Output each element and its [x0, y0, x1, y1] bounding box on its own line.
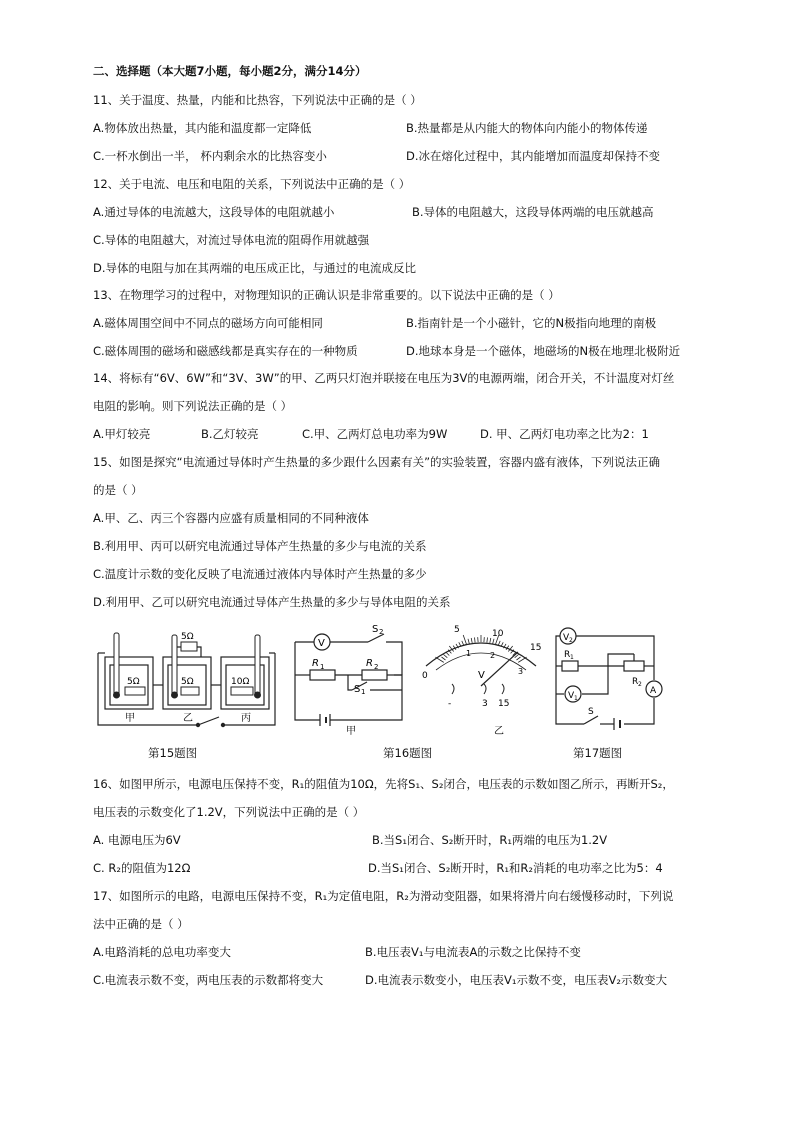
fig17-v1-label: V [568, 691, 575, 701]
q17-option-a: A.电路消耗的总电功率变大 [93, 945, 231, 959]
fig15-label-yi: 乙 [183, 713, 193, 724]
fig17-ammeter-label: A [650, 686, 657, 696]
fig16-terminal-minus: - [448, 699, 452, 709]
fig17-v1-sub: 1 [574, 695, 578, 702]
fig16-label-yi: 乙 [494, 726, 504, 737]
q13-option-c: C.磁体周围的磁场和磁感线都是真实存在的一种物质 [93, 344, 358, 358]
q11-stem: 11、关于温度、热量，内能和比热容，下列说法中正确的是（ ） [93, 93, 422, 107]
q14-stem-line1: 14、将标有“6V、6W”和“3V、3W”的甲、乙两只灯泡并联接在电压为3V的电源两端，闭合开关，不计温度对灯丝 [93, 371, 675, 385]
q11-option-b: B.热量都是从内能大的物体向内能小的物体传递 [406, 121, 648, 135]
dial-tick [444, 655, 448, 658]
figure-16-caption: 第16题图 [383, 746, 433, 760]
q15-option-d: D.利用甲、乙可以研究电流通过导体产生热量的多少与导体电阻的关系 [93, 595, 451, 609]
fig15-resistor-4-label: 10Ω [231, 677, 250, 687]
q11-option-c: C.一杯水倒出一半， 杯内剩余水的比热容变小 [93, 149, 327, 163]
dial-tick [468, 639, 469, 644]
fig16-s2-sub: 2 [379, 628, 384, 636]
q15-option-b: B.利用甲、丙可以研究电流通过导体产生热量的多少与电流的关系 [93, 539, 427, 553]
fig16-needle [481, 652, 518, 686]
fig16-s1-label: S [354, 684, 361, 695]
dial-tick [493, 639, 494, 644]
q12-option-b: B.导体的电阻越大，这段导体两端的电压就越高 [412, 205, 654, 219]
fig16-tick-inner-1: 1 [466, 649, 472, 658]
dial-tick [517, 657, 521, 660]
figure-17-circuit [548, 622, 672, 737]
q17-stem-line1: 17、如图所示的电路，电源电压保持不变，R₁为定值电阻，R₂为滑动变阻器，如果将滑片向右缓慢移动时，下列说 [93, 889, 674, 903]
fig15-resistor-2-label: 5Ω [181, 632, 194, 642]
fig17-v2-sub: 2 [569, 637, 573, 644]
fig16-label-jia: 甲 [346, 726, 356, 735]
q13-option-b: B.指南针是一个小磁针，它的N极指向地理的南极 [406, 316, 657, 330]
q13-option-a: A.磁体周围空间中不同点的磁场方向可能相同 [93, 316, 323, 330]
q14-stem-line2: 电阻的影响。则下列说法正确的是（ ） [93, 399, 293, 413]
q16-option-b: B.当S₁闭合、S₂断开时，R₁两端的电压为1.2V [372, 833, 608, 847]
fig15-resistor-3-label: 5Ω [181, 677, 194, 687]
fig16-tick-0: 0 [422, 671, 428, 681]
q14-option-d: D. 甲、乙两灯电功率之比为2：1 [480, 427, 649, 441]
fig16-r1-sub: 1 [320, 663, 325, 671]
figure-15-heating-apparatus [93, 625, 283, 735]
fig16-voltmeter-label: V [318, 638, 325, 649]
q17-option-b: B.电压表V₁与电流表A的示数之比保持不变 [365, 945, 581, 959]
q17-stem-line2: 法中正确的是（ ） [93, 917, 189, 931]
fig17-v2-label: V [563, 633, 570, 643]
dial-tick [446, 652, 450, 656]
q15-stem-line2: 的是（ ） [93, 483, 143, 497]
q14-option-a: A.甲灯较亮 [93, 427, 151, 441]
q15-stem-line1: 15、如图是探究“电流通过导体时产生热量的多少跟什么因素有关”的实验装置，容器内盛有液体，下列说法正确 [93, 455, 661, 469]
fig17-switch-label: S [588, 707, 594, 717]
q14-option-c: C.甲、乙两灯总电功率为9W [302, 427, 448, 441]
fig15-label-jia: 甲 [125, 713, 135, 724]
fig16-dial-unit: V [478, 670, 485, 681]
dial-tick [475, 637, 476, 642]
figure-16-circuit [290, 620, 410, 735]
fig16-terminal-3: 3 [482, 699, 488, 709]
q16-stem-line2: 电压表的示数变化了1.2V，下列说法中正确的是（ ） [93, 805, 365, 819]
q16-option-c: C. R₂的阻值为12Ω [93, 861, 191, 875]
fig16-tick-inner-2: 2 [490, 651, 496, 660]
fig16-terminal-15: 15 [498, 699, 510, 709]
q12-option-c: C.导体的电阻越大，对流过导体电流的阻碍作用就越强 [93, 233, 370, 247]
dial-tick [462, 641, 464, 646]
fig16-r1-label: R [312, 658, 319, 669]
section-title: 二、选择题（本大题7小题，每小题2分，满分14分） [93, 64, 367, 78]
figure-15-caption: 第15题图 [148, 746, 198, 760]
fig16-s2-label: S [372, 624, 379, 635]
fig15-label-bing: 丙 [241, 713, 251, 724]
q17-option-d: D.电流表示数变小，电压表V₁示数不变，电压表V₂示数变大 [365, 973, 667, 987]
fig16-r2-label: R [366, 658, 373, 669]
dial-tick [442, 657, 446, 660]
fig17-r2-sub: 2 [638, 681, 642, 688]
q15-option-c: C.温度计示数的变化反映了电流通过液体内导体时产生热量的多少 [93, 567, 427, 581]
q16-stem-line1: 16、如图甲所示，电源电压保持不变，R₁的阻值为10Ω，先将S₁、S₂闭合，电压表的示数如图乙所示，再断开S₂， [93, 777, 674, 791]
q13-stem: 13、在物理学习的过程中，对物理知识的正确认识是非常重要的。以下说法中正确的是（ ） [93, 288, 560, 302]
fig17-r1-label: R [564, 650, 571, 660]
fig16-tick-5: 5 [454, 625, 460, 635]
fig16-r2-sub: 2 [374, 663, 379, 671]
dial-tick [487, 637, 488, 642]
q11-option-a: A.物体放出热量，其内能和温度都一定降低 [93, 121, 312, 135]
fig15-resistor-1-label: 5Ω [127, 677, 140, 687]
fig17-r1-sub: 1 [570, 654, 574, 661]
fig16-tick-10: 10 [492, 629, 504, 639]
q12-stem: 12、关于电流、电压和电阻的关系，下列说法中正确的是（ ） [93, 177, 411, 191]
q17-option-c: C.电流表示数不变，两电压表的示数都将变大 [93, 973, 324, 987]
figure-17-caption: 第17题图 [573, 746, 623, 760]
fig16-s1-sub: 1 [361, 688, 366, 696]
figure-16-voltmeter-dial [418, 624, 544, 739]
dial-tick [498, 641, 500, 646]
fig16-tick-inner-3: 3 [518, 667, 524, 676]
q12-option-d: D.导体的电阻与加在其两端的电压成正比，与通过的电流成反比 [93, 261, 417, 275]
dial-tick [490, 638, 491, 643]
q16-option-a: A. 电源电压为6V [93, 833, 181, 847]
q15-option-a: A.甲、乙、丙三个容器内应盛有质量相同的不同种液体 [93, 511, 369, 525]
fig16-tick-15: 15 [530, 643, 542, 653]
fig17-r2-label: R [632, 677, 639, 687]
q13-option-d: D.地球本身是一个磁体，地磁场的N极在地理北极附近 [406, 344, 681, 358]
dial-tick [463, 635, 466, 644]
q14-option-b: B.乙灯较亮 [201, 427, 259, 441]
q16-option-d: D.当S₁闭合、S₂断开时，R₁和R₂消耗的电功率之比为5：4 [368, 861, 663, 875]
q11-option-d: D.冰在熔化过程中，其内能增加而温度却保持不变 [406, 149, 661, 163]
q12-option-a: A.通过导体的电流越大，这段导体的电阻就越小 [93, 205, 335, 219]
dial-tick [471, 638, 472, 643]
